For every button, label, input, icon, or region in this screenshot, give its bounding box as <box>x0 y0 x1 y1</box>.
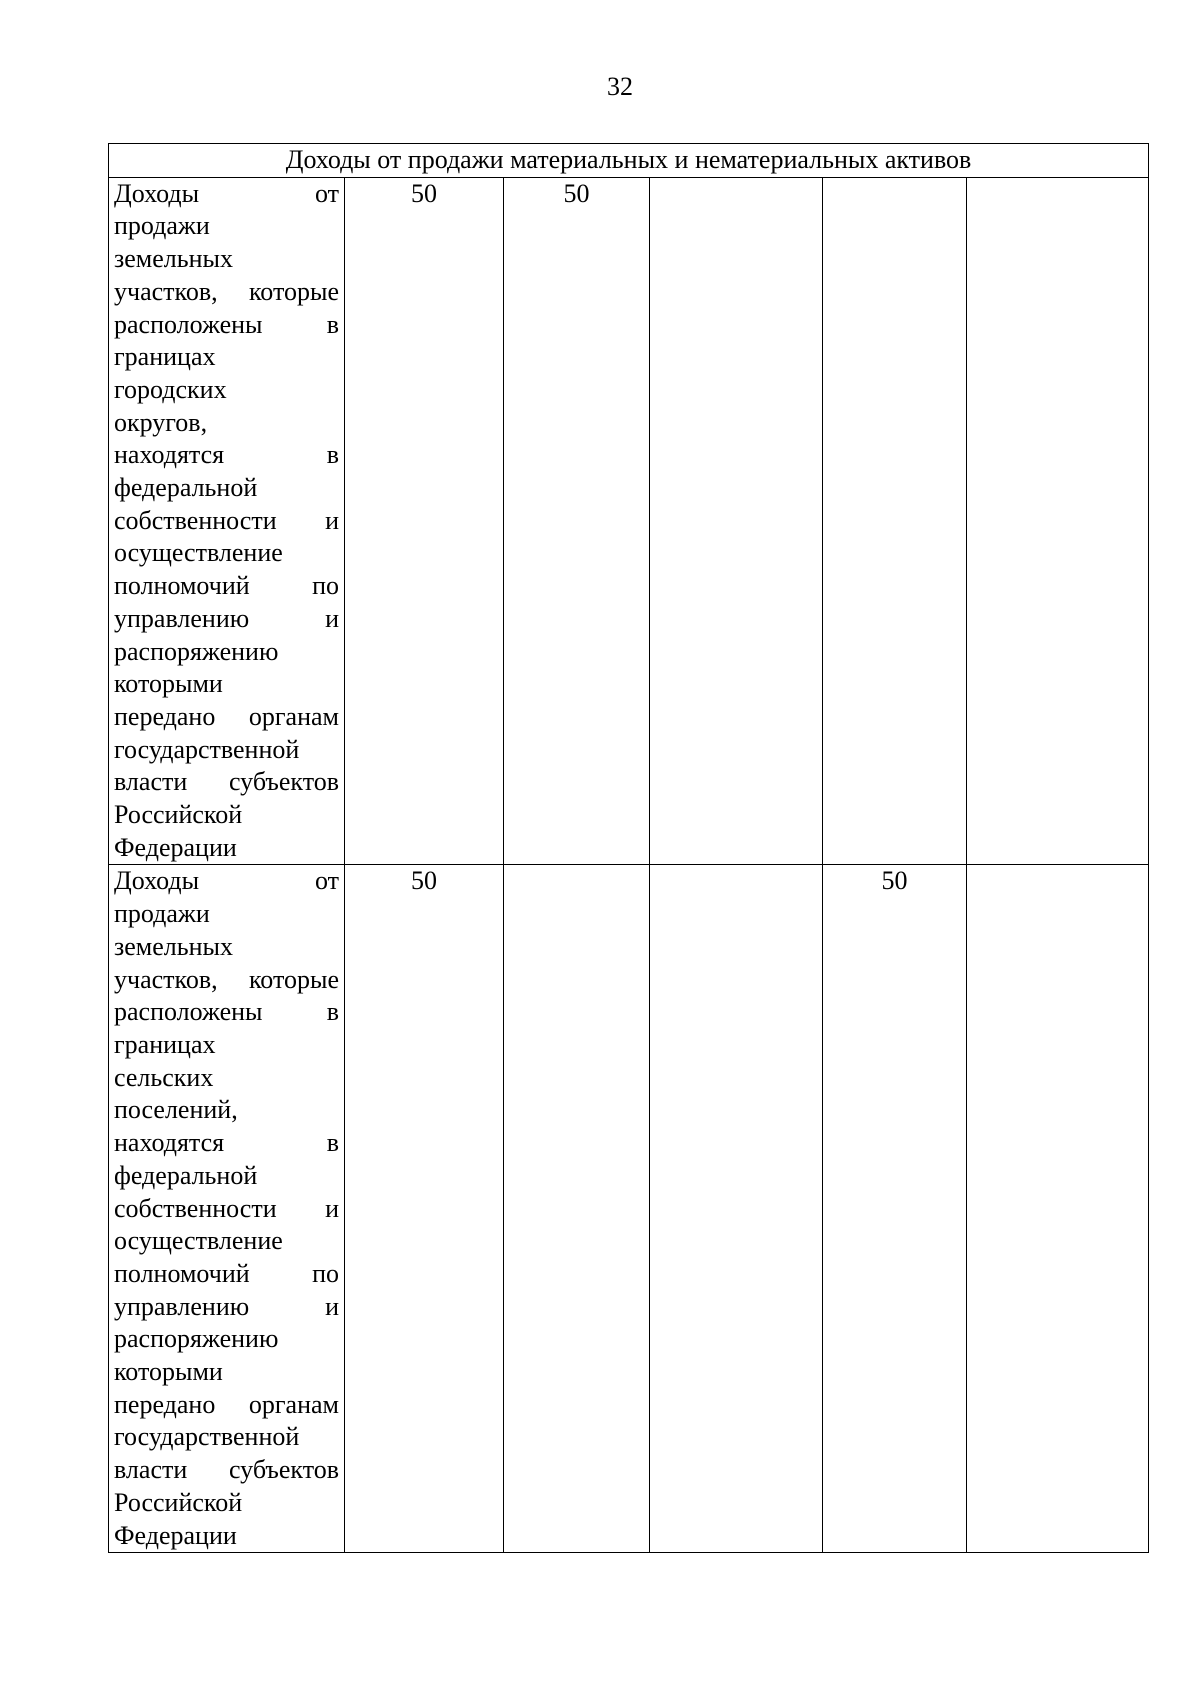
row-name-line: осуществление <box>114 538 283 568</box>
row-name-line: которыми <box>114 1357 223 1387</box>
row-name-line: распоряжению <box>114 636 279 666</box>
row-name-line: продажи <box>114 211 210 241</box>
table-row <box>109 177 1149 865</box>
row-name-line: полномочий по <box>114 571 339 601</box>
row-name-line: поселений, <box>114 1095 238 1125</box>
row-name-line: управлению и <box>114 603 339 633</box>
row-name-line: полномочий по <box>114 1258 339 1288</box>
value-cell-col-3 <box>650 865 823 1553</box>
row-name-line: расположены в <box>114 997 339 1027</box>
row-name-cell <box>109 865 345 1553</box>
row-name-line: управлению и <box>114 1291 339 1321</box>
row-name-line: границах <box>114 342 216 372</box>
row-name-line: Федерации <box>114 1520 237 1550</box>
row-name-line: власти субъектов <box>114 767 339 797</box>
row-name-line: собственности и <box>114 505 339 535</box>
row-name-line: Российской <box>114 800 243 830</box>
row-name-line: находятся в <box>114 440 339 470</box>
row-name-line: участков, которые <box>114 276 339 306</box>
row-name-line: федеральной <box>114 473 258 503</box>
row-name-line: участков, которые <box>114 964 339 994</box>
row-name-line: находятся в <box>114 1128 339 1158</box>
section-header-row <box>109 144 1149 178</box>
value-cell-col-3 <box>650 177 823 865</box>
section-title: Доходы от продажи материальных и нематериальных активов <box>109 144 1149 178</box>
value-cell-col-1: 50 <box>345 865 504 1553</box>
value-cell-col-4 <box>823 177 967 865</box>
value-cell-col-5 <box>967 865 1149 1553</box>
row-name-line: которыми <box>114 669 223 699</box>
row-name-line: собственности и <box>114 1193 339 1223</box>
value-cell-col-5 <box>967 177 1149 865</box>
row-name-cell <box>109 177 345 865</box>
row-name-line: передано органам <box>114 1389 339 1419</box>
row-name-line: земельных <box>114 931 234 961</box>
row-name-line: Российской <box>114 1487 243 1517</box>
row-name-line: сельских <box>114 1062 214 1092</box>
row-name-line: федеральной <box>114 1160 258 1190</box>
table-row <box>109 865 1149 1553</box>
row-name-line: продажи <box>114 899 210 929</box>
row-name-line: распоряжению <box>114 1324 279 1354</box>
row-name-line: земельных <box>114 244 234 274</box>
value-cell-col-2: 50 <box>504 177 650 865</box>
row-name-line: власти субъектов <box>114 1455 339 1485</box>
page-number: 32 <box>607 72 633 101</box>
row-name-line: государственной <box>114 1422 300 1452</box>
value-cell-col-2 <box>504 865 650 1553</box>
row-name-line: городских <box>114 374 227 404</box>
row-name-line: Доходы от <box>114 866 339 896</box>
row-name-line: Доходы от <box>114 178 339 208</box>
revenue-table <box>108 143 1149 1553</box>
row-name-line: границах <box>114 1029 216 1059</box>
row-name-line: округов, <box>114 407 208 437</box>
row-name-line: расположены в <box>114 309 339 339</box>
row-name-line: передано органам <box>114 701 339 731</box>
row-name-line: Федерации <box>114 832 237 862</box>
value-cell-col-1: 50 <box>345 177 504 865</box>
row-name-line: государственной <box>114 734 300 764</box>
value-cell-col-4: 50 <box>823 865 967 1553</box>
row-name-line: осуществление <box>114 1226 283 1256</box>
